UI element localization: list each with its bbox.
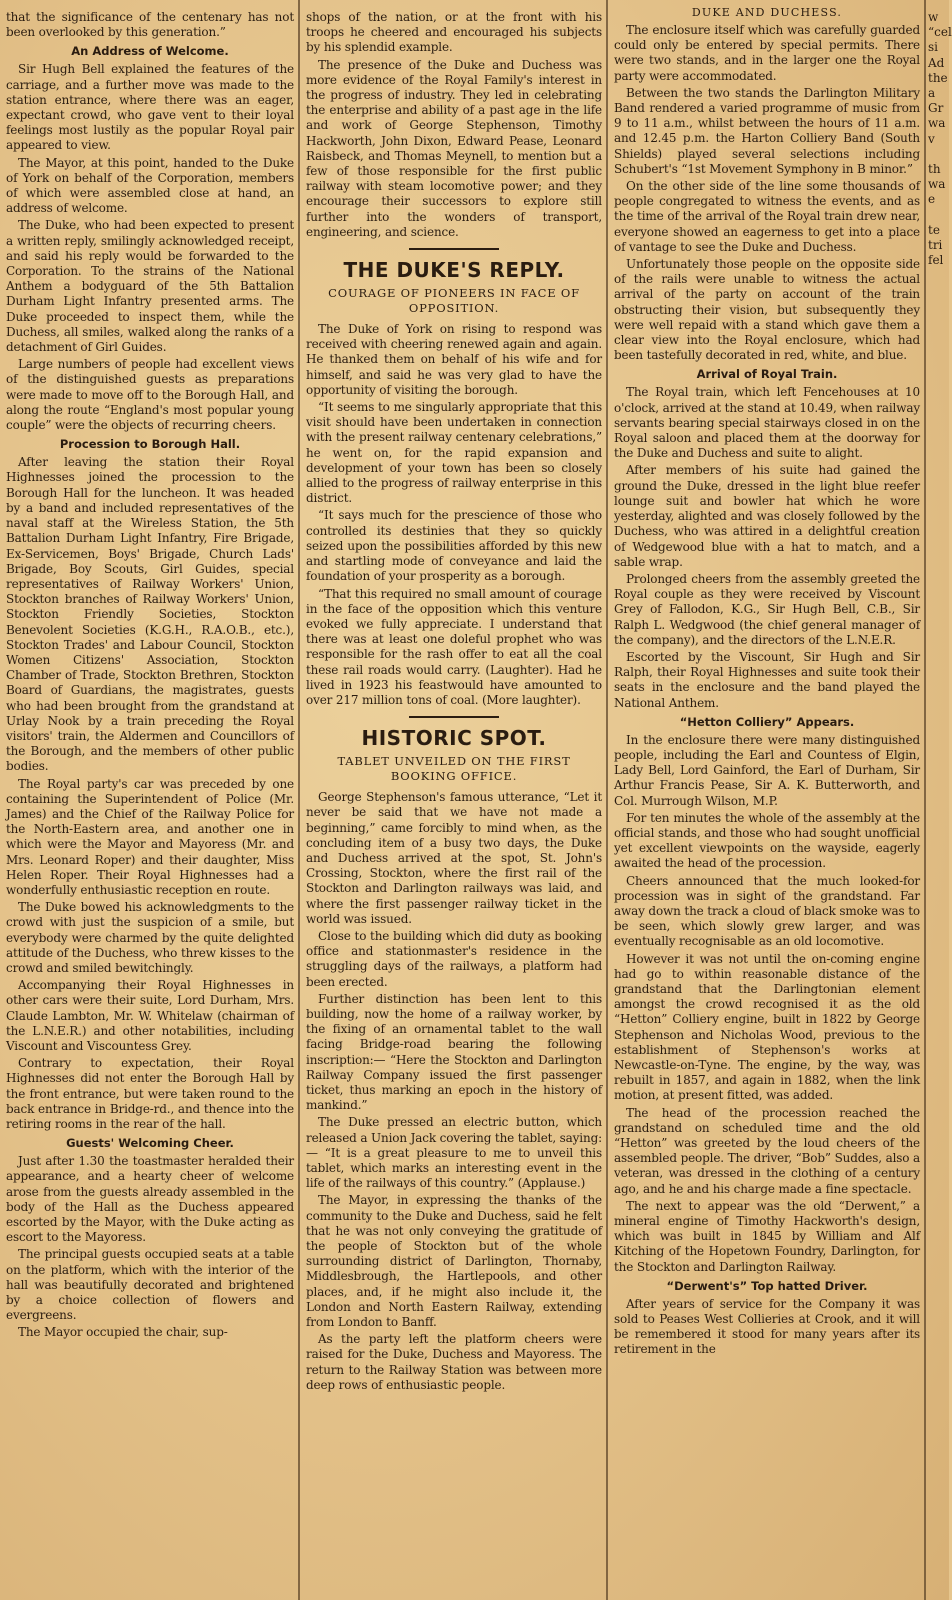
- paragraph: After years of service for the Company it was sold to Peases West Collieries at Crook, and it will be remembered it stood for many years after its retirement in the: [614, 1296, 920, 1357]
- column-1: [0, 0, 300, 1600]
- paragraph: As the party left the platform cheers were raised for the Duke, Duchess and Mayoress. The return to the Railway Station was between more deep rows of enthusiastic people.: [306, 1332, 602, 1392]
- paragraph: The Duke bowed his acknowledgments to the crowd with just the suspicion of a smile, but everybody were charmed by the quite delighted attitude of the Duchess, who threw kisses to the crowd and smiled bewitchingly.: [6, 900, 294, 975]
- edge-text-fragment: te: [928, 222, 940, 237]
- edge-text-fragment: [928, 284, 949, 299]
- paragraph: Prolonged cheers from the assembly greeted the Royal couple as they were received by Viscount Grey of Fallodon, K.G., Sir Hugh Bell, C.B., Sir Ralph L. Wedgwood (the chief general manager of the company), and the directors of the L.N.E.R.: [614, 571, 920, 647]
- subheading-hetton-colliery-appears: “Hetton Colliery” Appears.: [679, 714, 855, 729]
- paragraph: Cheers announced that the much looked-for procession was in sight of the grandstand. Far away down the track a cloud of black smoke was to be seen, which slowly grew larger, and was eventually recognisable as an old locomotive.: [614, 873, 920, 949]
- edge-text-fragment: v: [928, 131, 935, 146]
- edge-text-fragment: si: [928, 40, 938, 55]
- column-3: [608, 0, 926, 1600]
- headline-historic-spot: HISTORIC SPOT.: [361, 726, 547, 751]
- paragraph: Between the two stands the Darlington Military Band rendered a varied programme of music from 9 to 11 a.m., whilst between the hours of 11 a.m. and 12.45 p.m. the Harton Colliery Band (South Shields) played several selections including Schubert's “1st Movement Symphony in B minor.”: [614, 85, 920, 176]
- edge-text-fragment: th: [928, 162, 941, 177]
- paragraph: Just after 1.30 the toastmaster heralded their appearance, and a hearty cheer of welcome arose from the guests already assembled in the body of the Hall as the Duchess appeared escorted by the Mayor, with the Duke acting as escort to the Mayoress.: [6, 1154, 294, 1245]
- paragraph: The Duke of York on rising to respond was received with cheering renewed again and again. He thanked them on behalf of his wife and for himself, and said he was very glad to have the opportunity of visiting the borough.: [306, 322, 602, 397]
- paragraph: In the enclosure there were many distinguished people, including the Earl and Countess of Elgin, Lady Bell, Lord Gainford, the Earl of Durham, Sir Arthur Francis Pease, Sir A. K. Butterworth, and Col. Murrough Wilson, M.P.: [614, 732, 920, 808]
- edge-text-fragment: [928, 314, 949, 329]
- edge-text-fragment: [928, 329, 949, 344]
- paragraph: The Mayor occupied the chair, sup-: [18, 1325, 228, 1340]
- paragraph: The principal guests occupied seats at a table on the platform, which with the interior of the hall was beautifully decorated and brightened by a choice collection of flowers and evergreens.: [6, 1247, 294, 1323]
- edge-text-fragment: wa: [928, 116, 946, 131]
- edge-text-fragment: [928, 299, 949, 314]
- paragraph: The enclosure itself which was carefully guarded could only be entered by special permits. There were two stands, and in the larger one the Royal party were accommodated.: [614, 23, 920, 83]
- paragraph: shops of the nation, or at the front with his troops he cheered and encouraged his subjects by his splendid example.: [306, 10, 602, 55]
- paragraph: Unfortunately those people on the opposite side of the rails were unable to witness the actual arrival of the party on account of the train obstructing their vision, but subsequently they were well repaid with a stand which gave them a clear view into the Royal enclosure, which had been tastefully decorated in red, white, and blue.: [614, 257, 920, 363]
- paragraph: Further distinction has been lent to this building, now the home of a railway worker, by the fixing of an ornamental tablet to the wall facing Bridge-road bearing the following inscription:— “Here the Stockton and Darlington Railway Company issued the first passenger ticket, thus marking an epoch in the history of mankind.”: [306, 991, 602, 1113]
- edge-text-fragment: a: [928, 86, 936, 101]
- paragraph: The Royal train, which left Fencehouses at 10 o'clock, arrived at the stand at 10.49, when railway servants bearing special stairways closed in on the Royal saloon and placed them at the doorway for the Duke and Duchess and suite to alight.: [614, 385, 920, 461]
- paragraph: However it was not until the on-coming engine had go to within reasonable distance of the grandstand that the Darlingtonian element amongst the crowd recognised it as the old “Hetton” Colliery engine, built in 1822 by George Stephenson and Nicholas Wood, previous to the establishment of Stephenson's works at Newcastle-on-Tyne. The engine, by the way, was rebuilt in 1857, and again in 1882, when the link motion, at present fitted, was added.: [614, 951, 920, 1103]
- edge-text-fragment: [928, 344, 949, 359]
- subheading-address-of-welcome: An Address of Welcome.: [71, 44, 229, 59]
- section-divider: [409, 248, 499, 250]
- running-head: DUKE AND DUCHESS.: [691, 6, 843, 19]
- column-4-fragment: [926, 0, 952, 1600]
- edge-text-fragment: fel: [928, 253, 944, 268]
- paragraph: Contrary to expectation, their Royal Highnesses did not enter the Borough Hall by the front entrance, but were taken round to the back entrance in Bridge-rd., and thence into the retiring rooms in the rear of the hall.: [6, 1056, 294, 1132]
- subheading-derwents-driver: “Derwent's” Top hatted Driver.: [666, 1278, 868, 1293]
- deck-tablet-unveiled: TABLET UNVEILED ON THE FIRST BOOKING OFFICE.: [337, 754, 571, 784]
- paragraph: that the significance of the centenary has not been overlooked by this generation.”: [6, 10, 294, 40]
- paragraph: The next to appear was the old “Derwent,” a mineral engine of Timothy Hackworth's design, which was built in 1845 by William and Alf Kitching of the Hopetown Foundry, Darlington, for the Stockton and Darlington Railway.: [614, 1198, 920, 1274]
- subheading-guests-welcoming-cheer: Guests' Welcoming Cheer.: [66, 1136, 234, 1151]
- edge-text-fragment: Ad: [928, 55, 945, 70]
- section-divider: [409, 716, 499, 718]
- paragraph: The Mayor, at this point, handed to the Duke of York on behalf of the Corporation, members of which were assembled close at hand, an address of welcome.: [6, 155, 294, 216]
- edge-text-fragment: e: [928, 192, 936, 207]
- column-2: [300, 0, 608, 1600]
- subheading-arrival-of-royal-train: Arrival of Royal Train.: [696, 367, 838, 382]
- paragraph: “It says much for the prescience of those who controlled its destinies that they so quickly seized upon the possibilities afforded by this new and startling mode of conveyance and laid the foundation of your prosperity as a borough.: [306, 508, 602, 584]
- paragraph: The head of the procession reached the grandstand on scheduled time and the old “Hetton” was greeted by the loud cheers of the assembled people. The driver, “Bob” Suddes, also a veteran, was dressed in the clothing of a century ago, and he and his charge made a fine spectacle.: [614, 1105, 921, 1196]
- paragraph: George Stephenson's famous utterance, “Let it never be said that we have not made a beginning,” came forcibly to mind when, as the concluding item of a busy two days, the Duke and Duchess arrived at the spot, St. John's Crossing, Stockton, where the first rail of the Stockton and Darlington railways was laid, and where the first passenger railway ticket in the world was issued.: [306, 790, 602, 926]
- edge-text-fragment: the: [928, 70, 948, 85]
- paragraph: “It seems to me singularly appropriate that this visit should have been undertaken in connection with the present railway centenary celebrations,” he went on, for the rapid expansion and development of your town has been so closely allied to the progress of railway enterprise in this district.: [306, 400, 602, 506]
- edge-text-fragment: [928, 147, 949, 162]
- paragraph: After members of his suite had gained the ground the Duke, dressed in the light blue reefer lounge suit and bowler hat which he wore yesterday, alighted and was closely followed by the Duchess, who was attired in a delightful creation of Wedgewood blue with a hat to match, and a sable wrap.: [614, 463, 920, 569]
- paragraph: “That this required no small amount of courage in the face of the opposition which this venture evoked we fully appreciate. I understand that there was at least one doleful prophet who was responsible for the rash offer to eat all the coal these rail roads would carry. (Laughter). Had he lived in 1923 his feastwould have amounted to over 217 million tons of coal. (More laughter).: [306, 586, 602, 707]
- paragraph: After leaving the station their Royal Highnesses joined the procession to the Borough Hall for the luncheon. It was headed by a band and included representatives of the naval staff at the Wireless Station, the 5th Battalion Durham Light Infantry, Fire Brigade, Ex-Servicemen, Boys' Brigade, Church Lads' Brigade, Boy Scouts, Girl Guides, special representatives of Railway Workers' Union, Stockton branches of Railway Workers' Union, Stockton Friendly Societies, Stockton Benevolent Societies (K.G.H., R.A.O.B., etc.), Stockton Trades' and Labour Council, Stockton Women Citizens' Association, Stockton Chamber of Trade, Stockton Brethren, Stockton Board of Guardians, the magistrates, guests who had been brought from the grandstand at Urlay Nook by a train preceding the Royal visitors' train, the Aldermen and Councillors of the Borough, and the members of other public bodies.: [6, 455, 294, 774]
- subheading-procession: Procession to Borough Hall.: [59, 437, 241, 452]
- edge-text-fragment: Gr: [928, 101, 944, 116]
- paragraph: The Duke pressed an electric button, which released a Union Jack covering the tablet, saying:— “It is a great pleasure to me to unveil this tablet, which marks an interesting event in the life of the railways of this country.” (Applause.): [306, 1115, 602, 1191]
- edge-text-fragment: “cel: [928, 25, 952, 40]
- headline-dukes-reply: THE DUKE'S REPLY.: [343, 258, 565, 283]
- paragraph: The Duke, who had been expected to present a written reply, smilingly acknowledged receipt, and said his reply would be forwarded to the Corporation. To the strains of the National Anthem a bodyguard of the 5th Battalion Durham Light Infantry presented arms. The Duke proceeded to inspect them, while the Duchess, all smiles, walked along the ranks of a detachment of Girl Guides.: [6, 218, 294, 355]
- paragraph: The Mayor, in expressing the thanks of the community to the Duke and Duchess, said he felt that he was not only conveying the gratitude of the people of Stockton but of the whole surrounding district of Darlington, Thornaby, Middlesbrough, the Hartlepools, and other places, and, if he might also include it, the London and North Eastern Railway, extending from London to Banff.: [306, 1193, 602, 1330]
- edge-text-fragment: w: [928, 10, 939, 24]
- paragraph: The Royal party's car was preceded by one containing the Superintendent of Police (Mr. James) and the Chief of the Railway Police for the North-Eastern area, and another one in which were the Mayor and Mayoress (Mr. and Mrs. Leonard Roper) and their daughter, Miss Helen Roper. Their Royal Highnesses had a wonderfully enthusiastic reception en route.: [6, 776, 294, 897]
- paragraph: For ten minutes the whole of the assembly at the official stands, and those who had sought unofficial yet excellent viewpoints on the wayside, eagerly awaited the head of the procession.: [614, 810, 920, 871]
- edge-text-fragment: wa: [928, 177, 946, 192]
- edge-text-fragment: tri: [928, 238, 943, 253]
- paragraph: On the other side of the line some thousands of people congregated to witness the events, and as the time of the arrival of the Royal train drew near, everyone showed an eagerness to get into a place of vantage to see the Duke and Duchess.: [614, 179, 920, 254]
- paragraph: The presence of the Duke and Duchess was more evidence of the Royal Family's interest in the progress of industry. They led in celebrating the enterprise and ability of a past age in the life and work of George Stephenson, Timothy Hackworth, John Dixon, Edward Pease, Leonard Raisbeck, and Thomas Meynell, to mention but a few of those responsible for the first public railway with steam locomotive power; and they encourage their successors to explore still further into the wonders of transport, engineering, and science.: [306, 57, 602, 239]
- edge-text-fragment: [928, 268, 949, 283]
- edge-text-fragment: [928, 208, 949, 223]
- paragraph: Close to the building which did duty as booking office and stationmaster's residence in the struggling days of the railways, a platform had been erected.: [306, 928, 602, 989]
- paragraph: Sir Hugh Bell explained the features of the carriage, and a further move was made to the station entrance, where there was an eager, expectant crowd, who gave vent to their loyal feelings most lustily as the popular Royal pair appeared to view.: [6, 62, 294, 153]
- paragraph: Large numbers of people had excellent views of the distinguished guests as preparations were made to move off to the Borough Hall, and along the route “England's most popular young couple” were the objects of recurring cheers.: [6, 357, 294, 433]
- paragraph: Accompanying their Royal Highnesses in other cars were their suite, Lord Durham, Mrs. Claude Lambton, Mr. W. Whitelaw (chairman of the L.N.E.R.) and other notabilities, including Viscount and Viscountess Grey.: [6, 978, 294, 1053]
- deck-courage-of-pioneers: COURAGE OF PIONEERS IN FACE OF OPPOSITION.: [328, 286, 580, 316]
- paragraph: Escorted by the Viscount, Sir Hugh and Sir Ralph, their Royal Highnesses and suite took their seats in the enclosure and the band played the National Anthem.: [614, 649, 920, 710]
